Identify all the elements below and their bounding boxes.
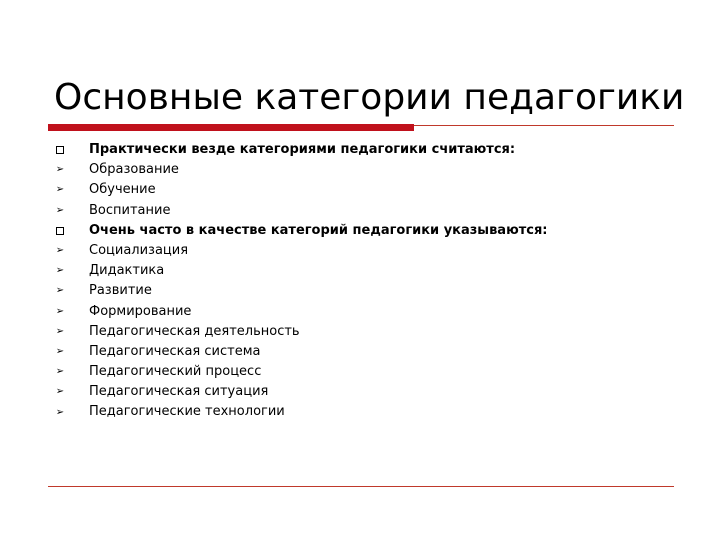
list-item (54, 180, 548, 200)
arrow-bullet-icon: ➢ (55, 406, 65, 418)
list-item (54, 362, 548, 382)
slide-title: Основные категории педагогики (54, 77, 685, 118)
list-item-text: Воспитание (89, 202, 171, 218)
arrow-bullet-icon: ➢ (55, 184, 65, 196)
list-item-text: Педагогическая ситуация (89, 384, 269, 400)
list-item (54, 402, 548, 422)
list-item-text: Педагогическая система (89, 343, 261, 359)
arrow-bullet-icon: ➢ (55, 305, 65, 317)
list-item (54, 322, 548, 342)
list-item-text: Обучение (89, 182, 156, 198)
list-item (54, 342, 548, 362)
arrow-bullet-icon: ➢ (55, 265, 65, 277)
list-item (54, 281, 548, 301)
list-item (54, 302, 548, 322)
list-item-text: Формирование (89, 303, 192, 319)
list-item (54, 201, 548, 221)
arrow-bullet-icon: ➢ (55, 245, 65, 257)
arrow-bullet-icon: ➢ (55, 345, 65, 357)
list-item-text: Образование (89, 162, 179, 178)
title-underline-accent (48, 124, 414, 131)
list-item-text: Педагогические технологии (89, 404, 285, 420)
list-item (54, 160, 548, 180)
arrow-bullet-icon: ➢ (55, 366, 65, 378)
list-item-text: Педагогическая деятельность (89, 323, 300, 339)
list-item (54, 382, 548, 402)
arrow-bullet-icon: ➢ (55, 325, 65, 337)
arrow-bullet-icon: ➢ (55, 386, 65, 398)
list-item-text: Дидактика (89, 263, 165, 279)
bullet-list (54, 140, 548, 423)
list-item-text: Практически везде категориями педагогики считаются: (89, 142, 516, 157)
list-item (54, 261, 548, 281)
list-item-text: Социализация (89, 242, 189, 258)
list-item (54, 241, 548, 261)
arrow-bullet-icon: ➢ (55, 204, 65, 216)
square-bullet-icon (54, 221, 66, 241)
list-item-text: Педагогический процесс (89, 364, 262, 380)
list-item-text: Очень часто в качестве категорий педагогики указываются: (89, 222, 548, 238)
list-item-text: Развитие (89, 283, 152, 299)
footer-rule (48, 486, 674, 487)
list-item-heading (54, 140, 548, 160)
arrow-bullet-icon: ➢ (55, 164, 65, 176)
list-item-heading (54, 221, 548, 241)
arrow-bullet-icon: ➢ (55, 285, 65, 297)
square-bullet-icon (54, 140, 66, 160)
